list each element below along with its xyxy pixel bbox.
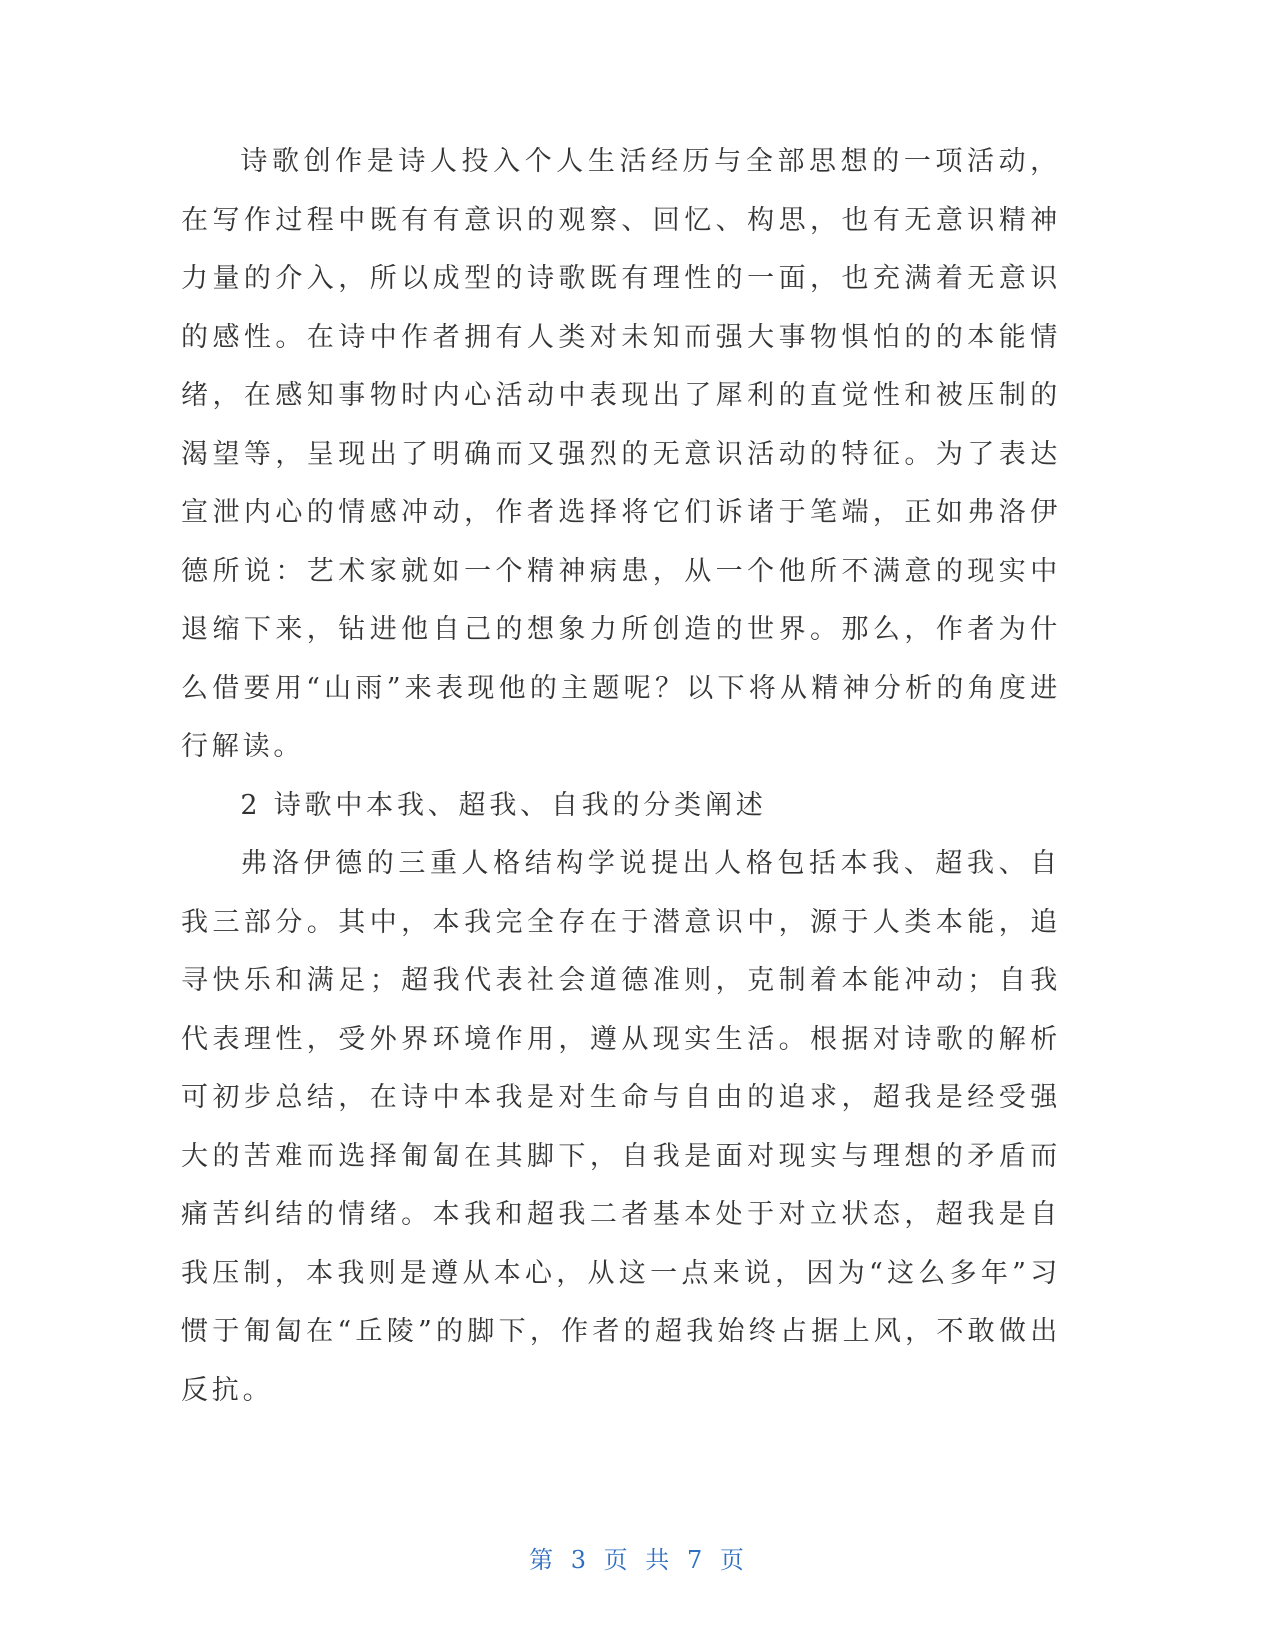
page-number-footer: 第 3 页 共 7 页 xyxy=(529,1546,746,1574)
paragraph-freud-theory: 弗洛伊德的三重人格结构学说提出人格包括本我、超我、自我三部分。其中，本我完全存在于潜意识中，源于人类本能，追寻快乐和满足；超我代表社会道德准则，克制着本能冲动；自我代表理性，受外界环境作用，遵从现实生活。根据对诗歌的解析可初步总结，在诗中本我是对生命与自由的追求，超我是经受强大的苦难而选择匍匐在其脚下，自我是面对现实与理想的矛盾而痛苦纠结的情绪。本我和超我二者基本处于对立状态，超我是自我压制，本我则是遵从本心，从这一点来说，因为“这么多年”习惯于匍匐在“丘陵”的脚下，作者的超我始终占据上风，不敢做出反抗。 xyxy=(181,848,1061,1406)
paragraph-intro: 诗歌创作是诗人投入个人生活经历与全部思想的一项活动，在写作过程中既有有意识的观察、回忆、构思，也有无意识精神力量的介入，所以成型的诗歌既有理性的一面，也充满着无意识的感性。在诗中作者拥有人类对未知而强大事物惧怕的的本能情绪，在感知事物时内心活动中表现出了犀利的直觉性和被压制的渴望等，呈现出了明确而又强烈的无意识活动的特征。为了表达宣泄内心的情感冲动，作者选择将它们诉诸于笔端，正如弗洛伊德所说：艺术家就如一个精神病患，从一个他所不满意的现实中退缩下来，钻进他自己的想象力所创造的世界。那么，作者为什么借要用“山雨”来表现他的主题呢？以下将从精神分析的角度进行解读。 xyxy=(181,146,1061,762)
document-body xyxy=(181,133,1061,1420)
section-heading: 2 诗歌中本我、超我、自我的分类阐述 xyxy=(240,789,767,821)
